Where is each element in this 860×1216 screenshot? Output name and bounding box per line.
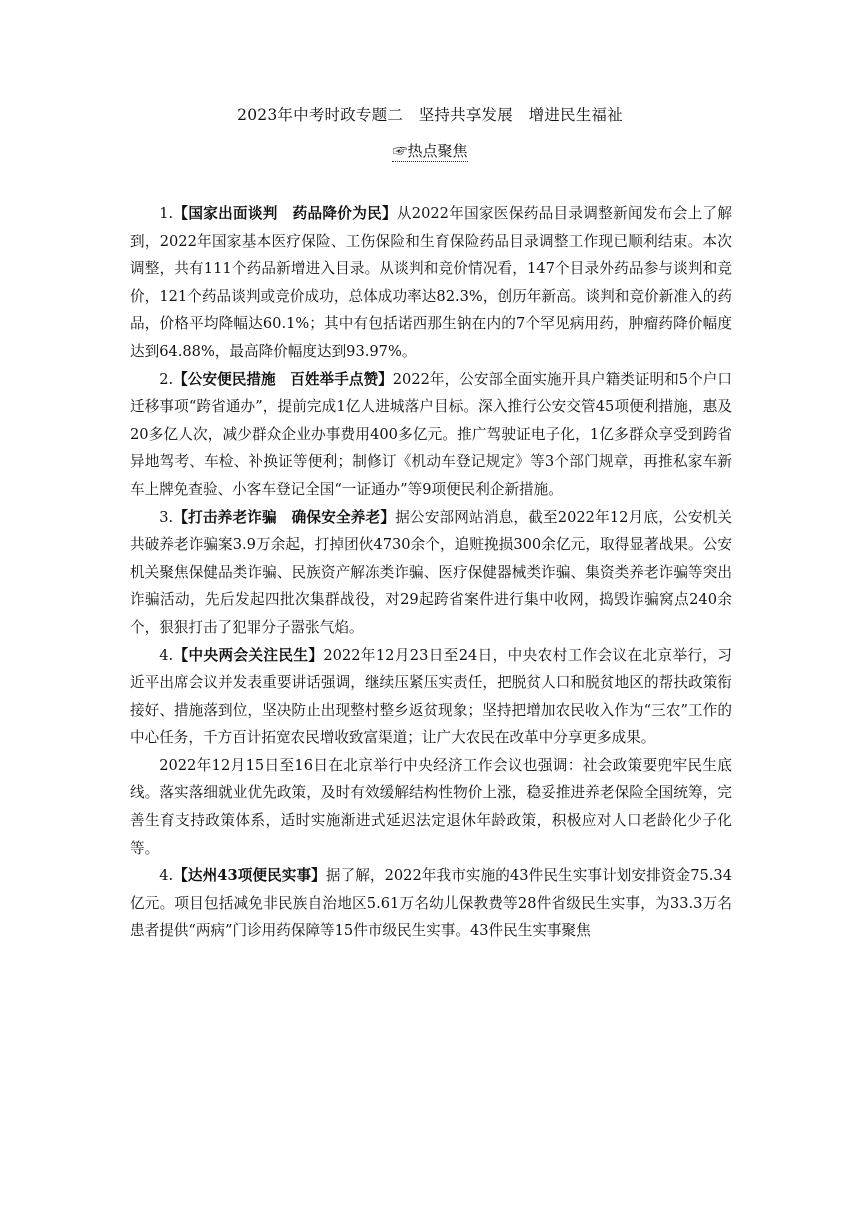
- document-body: [130, 200, 732, 945]
- paragraph-text: 据了解，2022年我市实施的43件民生实事计划安排资金75.34亿元。项目包括减免非民族自治地区5.61万名幼儿保教费等28件省级民生实事，为33.3万名患者提供“两病”门诊用药保障等15件市级民生实事。43件民生实事聚焦: [130, 867, 733, 940]
- paragraph-number: 2.: [159, 370, 174, 388]
- paragraph-text: 2022年，公安部全面实施开具户籍类证明和5个户口迁移事项“跨省通办”，提前完成1亿人进城落户目标。深入推行公安交管45项便利措施，惠及20多亿人次，减少群众企业办事费用400多亿元。推广驾驶证电子化，1亿多群众享受到跨省异地驾考、车检、补换证等便利；制修订《机动车登记规定》等3个部门规章，再推私家车新车上牌免查验、小客车登记全国“一证通办”等9项便民利企新措施。: [130, 370, 732, 498]
- paragraph-heading: 【公安便民措施 百姓举手点赞】: [173, 370, 393, 388]
- paragraph-heading: 【国家出面谈判 药品降价为民】: [173, 205, 397, 222]
- paragraph-number: 3.: [159, 508, 174, 526]
- paragraph-text: 2022年12月15日至16日在北京举行中央经济工作会议也强调：社会政策要兜牢民生底线。落实落细就业优先政策，及时有效缓解结构性物价上涨，稳妥推进养老保险全国统筹，完善生育支持政策体系，适时实施渐进式延迟法定退休年龄政策，积极应对人口老龄化少子化等。: [130, 756, 732, 857]
- paragraph-elderly-fraud: [130, 504, 732, 642]
- paragraph-central-meetings: [130, 642, 732, 752]
- paragraph-number: 4.: [159, 646, 174, 664]
- paragraph-text: 从2022年国家医保药品目录调整新闻发布会上了解到，2022年国家基本医疗保险、工伤保险和生育保险药品目录调整工作现已顺利结束。本次调整，共有111个药品新增进入目录。从谈判和竞价情况看，147个目录外药品参与谈判和竞价，121个药品谈判或竞价成功，总体成功率达82.3%，创历年新高。谈判和竞价新准入的药品，价格平均降幅达60.1%；其中有包括诺西那生钠在内的7个罕见病用药，肿瘤药降价幅度达到64.88%，最高降价幅度达到93.97%。: [130, 205, 732, 360]
- paragraph-heading: 【中央两会关注民生】: [173, 646, 324, 664]
- paragraph-heading: 【达州43项便民实事】: [173, 867, 326, 885]
- paragraph-public-security: [130, 366, 732, 504]
- hotspot-heading: ☞热点聚焦: [392, 142, 468, 160]
- paragraph-number: 1.: [159, 205, 174, 222]
- paragraph-dazhou: [130, 862, 732, 945]
- paragraph-drug-price: [130, 200, 732, 366]
- paragraph-heading: 【打击养老诈骗 确保安全养老】: [173, 508, 396, 526]
- paragraph-number: 4.: [159, 867, 174, 885]
- document-title: 2023年中考时政专题二 坚持共享发展 增进民生福祉: [237, 106, 623, 124]
- paragraph-text: 据公安部网站消息，截至2022年12月底，公安机关共破养老诈骗案3.9万余起，打掉团伙4730余个，追赃挽损300余亿元，取得显著战果。公安机关聚焦保健品类诈骗、民族资产解冻类诈骗、医疗保健器械类诈骗、集资类养老诈骗等突出诈骗活动，先后发起四批次集群战役，对29起跨省案件进行集中收网，捣毁诈骗窝点240余个，狠狠打击了犯罪分子嚣张气焰。: [130, 508, 732, 636]
- section-subtitle: [0, 140, 860, 161]
- paragraph-economic-conference: [130, 752, 732, 862]
- paragraph-text: 2022年12月23日至24日，中央农村工作会议在北京举行，习近平出席会议并发表重要讲话强调，继续压紧压实责任，把脱贫人口和脱贫地区的帮扶政策衔接好、措施落到位，坚决防止出现整村整乡返贫现象；坚持把增加农民收入作为“三农”工作的中心任务，千方百计拓宽农民增收致富渠道；让广大农民在改革中分享更多成果。: [130, 646, 732, 747]
